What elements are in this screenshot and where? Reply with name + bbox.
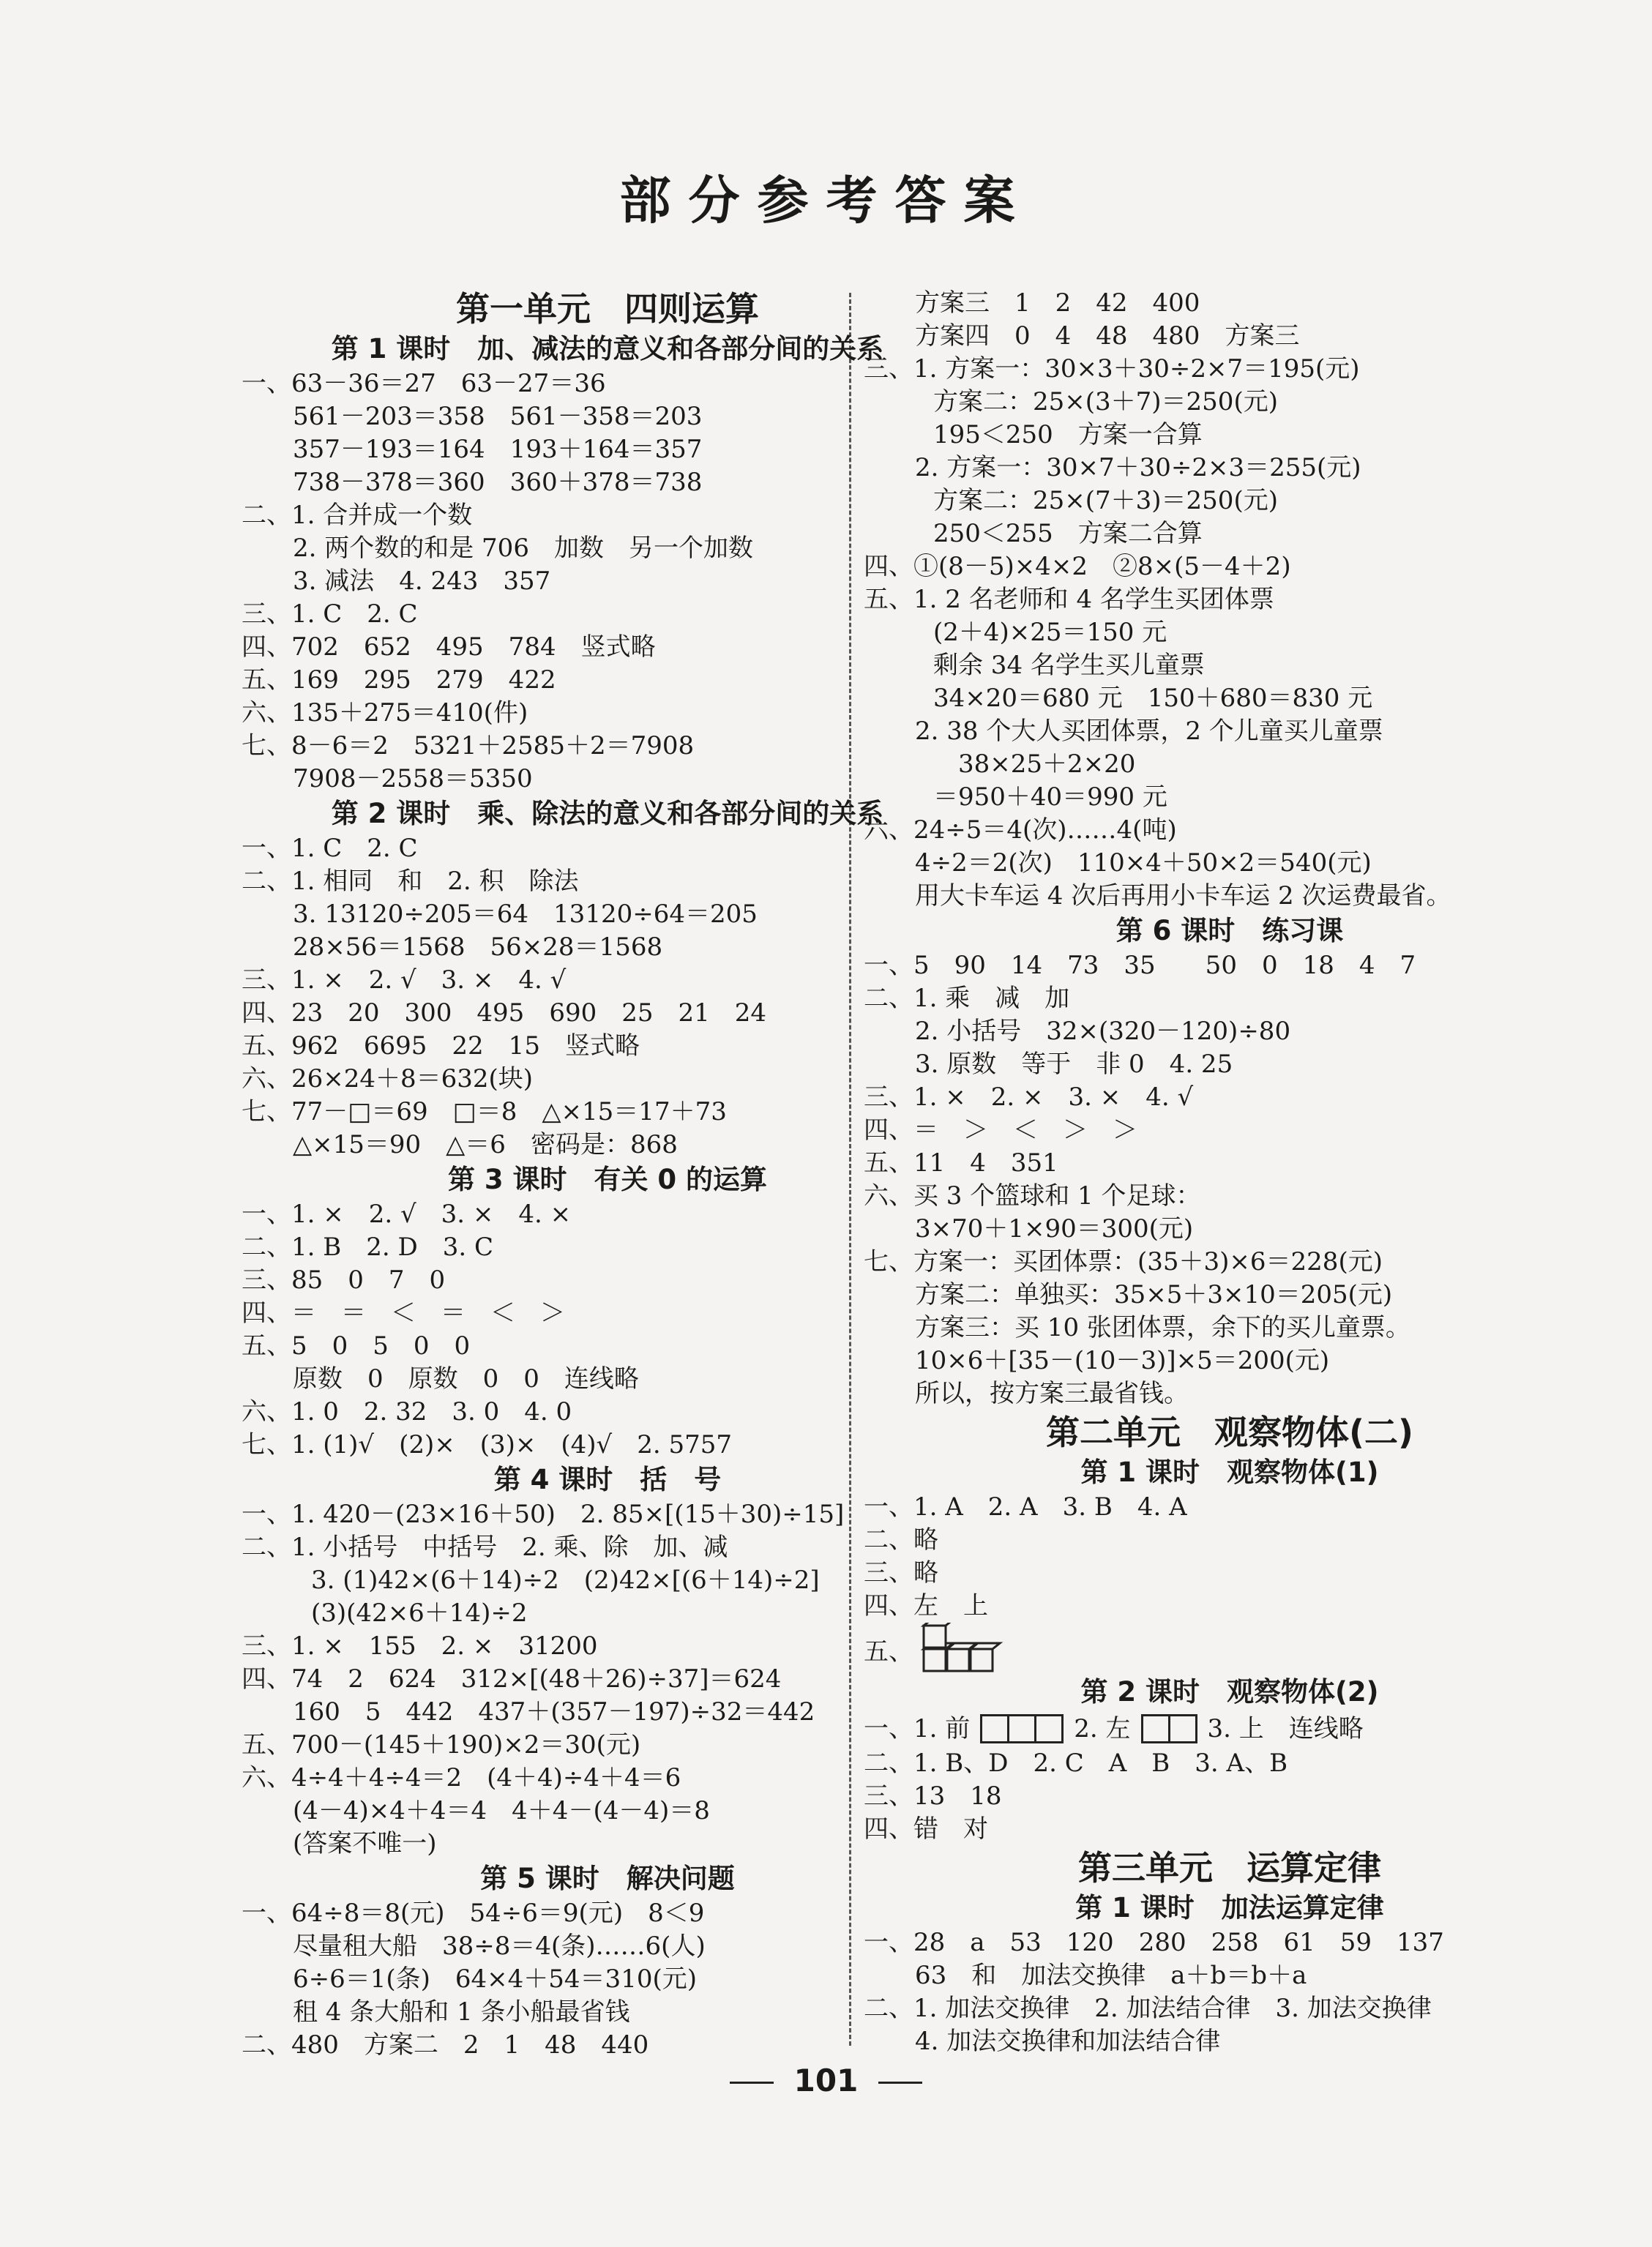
answer-line: 一、1. 420－(23×16＋50) 2. 85×[(15＋30)÷15]	[242, 1500, 845, 1529]
answer-line: 二、1. B、D 2. C A B 3. A、B	[864, 1749, 1288, 1778]
two-square-view	[1141, 1714, 1197, 1743]
answer-line: 一、5 90 14 73 35 50 0 18 4 7	[864, 951, 1416, 980]
answer-line: 2. 小括号 32×(320－120)÷80	[915, 1017, 1291, 1046]
answer-line: 4. 加法交换律和加法结合律	[915, 2027, 1221, 2056]
answer-line: 3×70＋1×90＝300(元)	[915, 1214, 1194, 1244]
answer-line: 租 4 条大船和 1 条小船最省钱	[293, 1997, 630, 2027]
answer-line: 五、1. 2 名老师和 4 名学生买团体票	[864, 585, 1274, 614]
answer-line: 四、错 对	[864, 1814, 988, 1844]
square	[1143, 1716, 1170, 1741]
answer-line: 561－203＝358 561－358＝203	[293, 402, 703, 431]
answer-line: 三、85 0 7 0	[242, 1265, 446, 1295]
answer-line: 四、702 652 495 784 竖式略	[242, 632, 656, 662]
answer-line: 七、1. (1)√ (2)× (3)× (4)√ 2. 5757	[242, 1430, 732, 1459]
answer-line: 二、1. 加法交换律 2. 加法结合律 3. 加法交换律	[864, 1994, 1432, 2023]
answer-line: 四、23 20 300 495 690 25 21 24	[242, 998, 767, 1028]
answer-line: 一、1. C 2. C	[242, 834, 418, 863]
answer-line: 五、700－(145＋190)×2＝30(元)	[242, 1730, 641, 1760]
answer-line: (答案不唯一)	[293, 1829, 437, 1858]
answer-line: 3. 减法 4. 243 357	[293, 567, 551, 596]
cube-face	[924, 1626, 946, 1648]
answer-line: 一、1. × 2. √ 3. × 4. ×	[242, 1200, 572, 1229]
answer-line: 3. (1)42×(6＋14)÷2 (2)42×[(6＋14)÷2]	[311, 1566, 820, 1595]
answer-line: 38×25＋2×20	[933, 749, 1136, 779]
answer-line: 原数 0 原数 0 0 连线略	[293, 1364, 639, 1394]
answer-line: 二、480 方案二 2 1 48 440	[242, 2030, 649, 2060]
lesson-heading: 第 1 课时 观察物体(1)	[1080, 1457, 1379, 1488]
answer-line: 195＜250 方案一合算	[933, 420, 1203, 449]
answer-line: 6÷6＝1(条) 64×4＋54＝310(元)	[293, 1964, 697, 1994]
answer-line: 方案二：25×(3＋7)＝250(元)	[933, 387, 1278, 416]
answer-line: 四、＝ ＝ ＜ ＝ ＜ ＞	[242, 1298, 565, 1328]
answer-line: 一、63－36＝27 63－27＝36	[242, 369, 606, 398]
answer-line: 四、①(8－5)×4×2 ②8×(5－4＋2)	[864, 552, 1291, 581]
answer-line: 六、买 3 个篮球和 1 个足球：	[864, 1181, 1201, 1211]
answer-line: (2＋4)×25＝150 元	[933, 618, 1167, 647]
three-square-view	[980, 1714, 1064, 1743]
answer-line: 五、11 4 351	[864, 1148, 1058, 1178]
answer-line: 三、13 18	[864, 1781, 1002, 1811]
footer-dash-left	[730, 2082, 774, 2084]
answer-line: 六、26×24＋8＝632(块)	[242, 1064, 534, 1093]
answer-line: 4÷2＝2(次) 110×4＋50×2＝540(元)	[915, 848, 1372, 878]
answer-line: 方案三：买 10 张团体票，余下的买儿童票。	[915, 1313, 1410, 1342]
answer-line: 160 5 442 437＋(357－197)÷32＝442	[293, 1697, 815, 1727]
answer-line: △×15＝90 △＝6 密码是：868	[293, 1130, 678, 1159]
cube-stack-figure	[915, 1623, 1017, 1674]
answer-line: 三、1. × 155 2. × 31200	[242, 1631, 598, 1661]
cube-face	[971, 1649, 993, 1671]
answer-line: 方案二：单独买：35×5＋3×10＝205(元)	[915, 1280, 1393, 1309]
answer-line: 28×56＝1568 56×28＝1568	[293, 932, 663, 962]
answer-line: 五、5 0 5 0 0	[242, 1331, 471, 1361]
answer-line: 剩余 34 名学生买儿童票	[933, 651, 1205, 680]
lesson-heading: 第 3 课时 有关 0 的运算	[447, 1164, 767, 1195]
answer-text: 3. 上 连线略	[1207, 1714, 1364, 1743]
answer-line: 三、1. × 2. √ 3. × 4. √	[242, 965, 567, 995]
page-title: 部分参考答案	[619, 170, 1033, 231]
lesson-heading: 第 4 课时 括 号	[493, 1464, 722, 1495]
page-number: 101	[793, 2063, 859, 2098]
answer-line: 五、962 6695 22 15 竖式略	[242, 1031, 640, 1061]
square	[982, 1716, 1009, 1741]
answer-line: 3. 13120÷205＝64 13120÷64＝205	[293, 900, 758, 929]
lesson-heading: 第 2 课时 观察物体(2)	[1080, 1676, 1379, 1708]
answer-line: 二、1. 合并成一个数	[242, 501, 473, 530]
answer-line: 34×20＝680 元 150＋680＝830 元	[933, 684, 1373, 713]
answer-line: 二、1. 乘 减 加	[864, 984, 1070, 1013]
answer-figure-line	[864, 1623, 1596, 1674]
lesson-heading: 第 1 课时 加法运算定律	[1075, 1892, 1384, 1923]
unit-heading: 第三单元 运算定律	[1078, 1848, 1381, 1888]
answer-line: 四、＝ ＞ ＜ ＞ ＞	[864, 1115, 1137, 1145]
right-column	[864, 287, 1596, 2058]
answer-line: 63 和 加法交换律 a＋b＝b＋a	[915, 1961, 1307, 1990]
answer-line: 七、77－□＝69 □＝8 △×15＝17＋73	[242, 1097, 727, 1126]
answer-line: 三、1. × 2. × 3. × 4. √	[864, 1083, 1194, 1112]
page-number-footer	[0, 2063, 1652, 2098]
answer-line: 二、1. 小括号 中括号 2. 乘、除 加、减	[242, 1533, 728, 1562]
answer-line: 250＜255 方案二合算	[933, 519, 1203, 548]
square	[1009, 1716, 1036, 1741]
answer-line: (3)(42×6＋14)÷2	[311, 1599, 528, 1628]
answer-line: 七、8－6＝2 5321＋2585＋2＝7908	[242, 731, 695, 760]
answer-line: 一、1. A 2. A 3. B 4. A	[864, 1492, 1187, 1522]
answer-line: 六、4÷4＋4÷4＝2 (4＋4)÷4＋4＝6	[242, 1763, 681, 1792]
answer-line: 六、24÷5＝4(次)……4(吨)	[864, 815, 1177, 845]
unit-heading: 第二单元 观察物体(二)	[1045, 1413, 1414, 1452]
lesson-heading: 第 6 课时 练习课	[1115, 915, 1344, 946]
answer-line: 方案四 0 4 48 480 方案三	[915, 321, 1300, 351]
answer-line: 一、28 a 53 120 280 258 61 59 137	[864, 1928, 1444, 1957]
square	[1036, 1716, 1061, 1741]
answer-line: 357－193＝164 193＋164＝357	[293, 435, 703, 464]
answer-line: 2. 两个数的和是 706 加数 另一个加数	[293, 534, 753, 563]
answer-line: 10×6＋[35－(10－3)]×5＝200(元)	[915, 1346, 1330, 1375]
answer-line: 2. 方案一：30×7＋30÷2×3＝255(元)	[915, 453, 1361, 482]
answer-line: 7908－2558＝5350	[293, 764, 533, 793]
answer-line: 738－378＝360 360＋378＝738	[293, 468, 703, 497]
footer-dash-right	[878, 2082, 922, 2084]
answer-line: 所以，按方案三最省钱。	[915, 1379, 1189, 1408]
answer-line: (4－4)×4＋4＝4 4＋4－(4－4)＝8	[293, 1796, 710, 1825]
unit-heading: 第一单元 四则运算	[456, 289, 759, 329]
answer-line: 方案二：25×(7＋3)＝250(元)	[933, 486, 1278, 515]
answer-line: 七、方案一：买团体票：(35＋3)×6＝228(元)	[864, 1247, 1383, 1276]
answer-line: 三、略	[864, 1558, 938, 1588]
answer-line: 二、1. 相同 和 2. 积 除法	[242, 867, 579, 896]
answer-line: 2. 38 个大人买团体票，2 个儿童买儿童票	[915, 717, 1383, 746]
answer-line: 四、左 上	[864, 1591, 988, 1620]
square	[1170, 1716, 1195, 1741]
answer-line: ＝950＋40＝990 元	[933, 782, 1167, 812]
answer-line: 五、169 295 279 422	[242, 665, 556, 695]
answer-label: 五、	[864, 1637, 913, 1667]
answer-text: 一、1. 前	[864, 1714, 971, 1743]
lesson-heading: 第 5 课时 解决问题	[480, 1863, 735, 1894]
cube-face	[924, 1649, 946, 1671]
answer-line	[864, 1711, 1596, 1747]
answer-line: 三、1. 方案一：30×3＋30÷2×7＝195(元)	[864, 354, 1360, 384]
answer-line: 六、135＋275＝410(件)	[242, 698, 528, 728]
answer-line: 3. 原数 等于 非 0 4. 25	[915, 1050, 1233, 1079]
answer-line: 四、74 2 624 312×[(48＋26)÷37]＝624	[242, 1664, 782, 1694]
lesson-heading: 第 2 课时 乘、除法的意义和各部分间的关系	[331, 798, 884, 829]
answer-line: 尽量租大船 38÷8＝4(条)……6(人)	[293, 1932, 706, 1961]
answer-line: 三、1. C 2. C	[242, 599, 418, 629]
answer-text: 2. 左	[1074, 1714, 1131, 1743]
cube-figure	[915, 1623, 1017, 1677]
answer-line: 一、64÷8＝8(元) 54÷6＝9(元) 8＜9	[242, 1899, 705, 1928]
answer-line: 方案三 1 2 42 400	[915, 288, 1200, 318]
answer-line: 二、略	[864, 1525, 938, 1555]
cube-face	[947, 1649, 969, 1671]
answer-line: 用大卡车运 4 次后再用小卡车运 2 次运费最省。	[915, 881, 1451, 911]
answer-line: 二、1. B 2. D 3. C	[242, 1233, 494, 1262]
lesson-heading: 第 1 课时 加、减法的意义和各部分间的关系	[331, 333, 884, 364]
answer-line: 六、1. 0 2. 32 3. 0 4. 0	[242, 1397, 572, 1427]
